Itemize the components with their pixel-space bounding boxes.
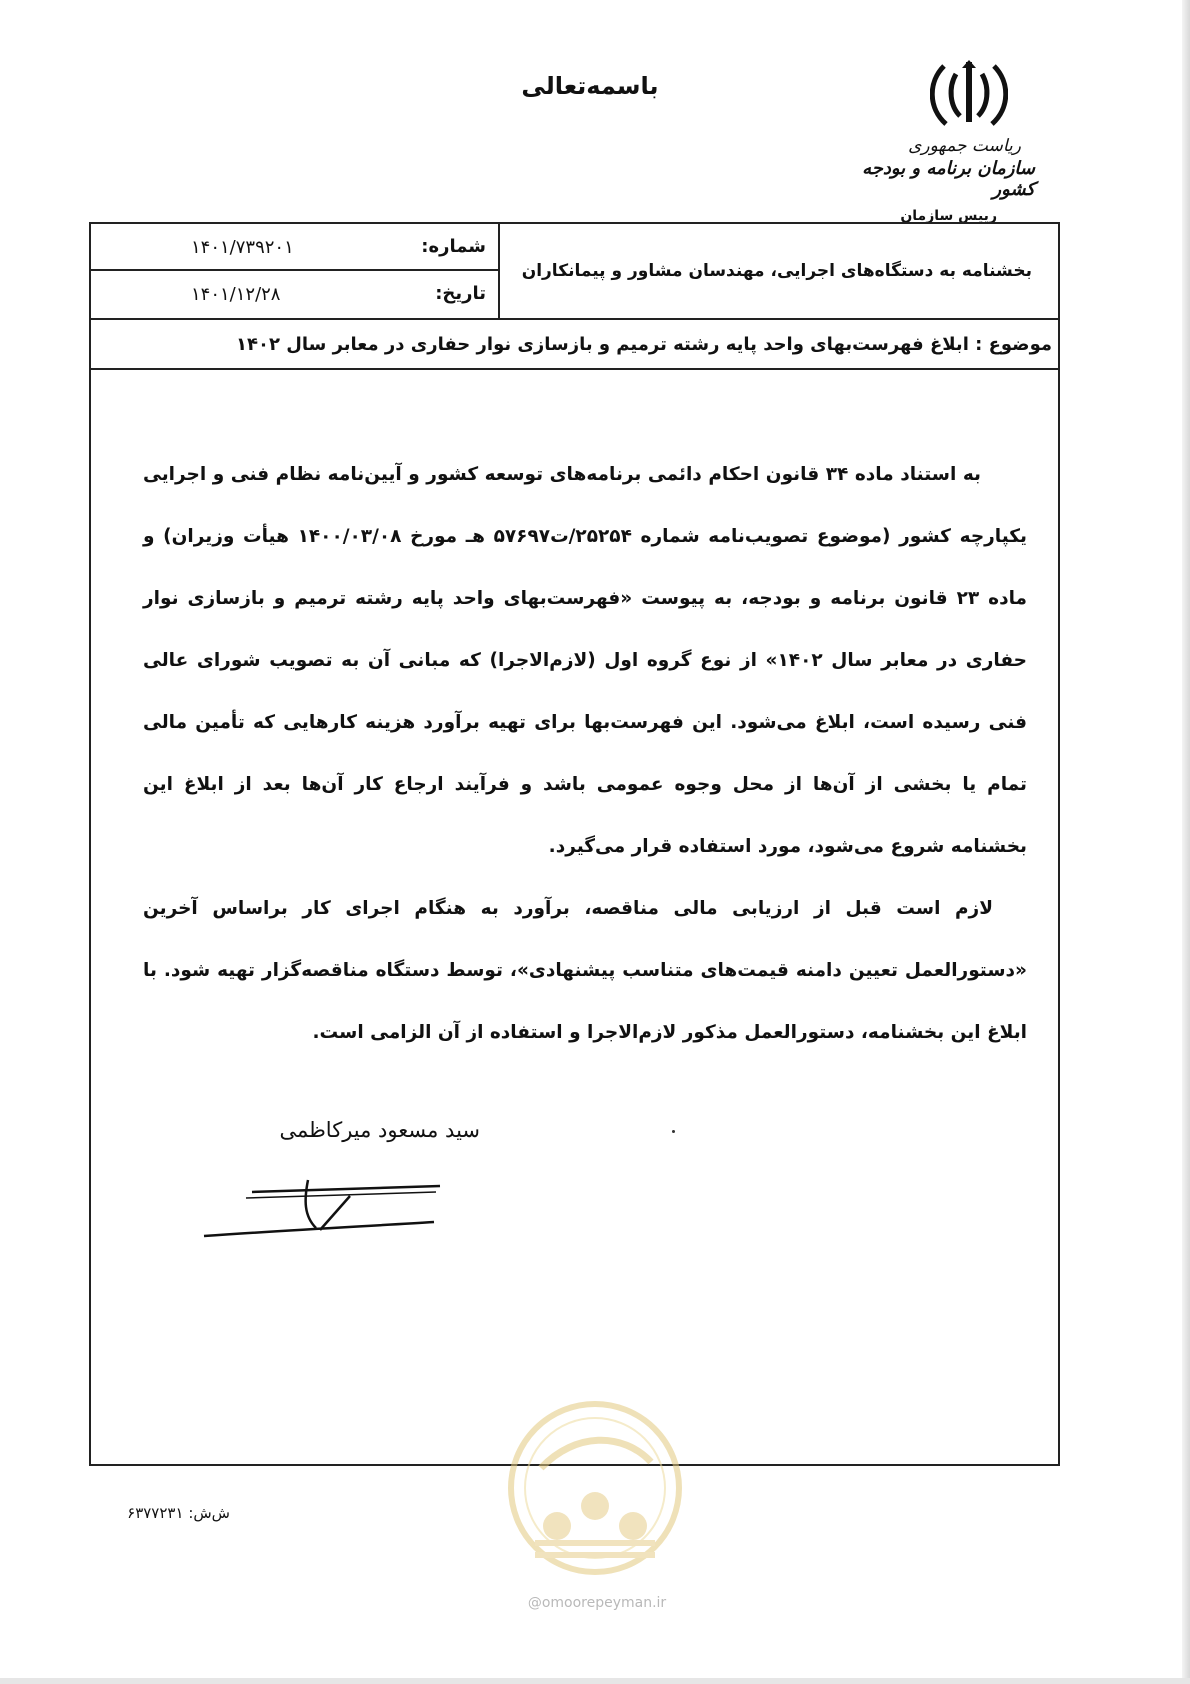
handwritten-signature bbox=[200, 1172, 450, 1252]
reference-box bbox=[91, 224, 500, 318]
date-label: تاریخ: bbox=[435, 283, 486, 304]
recipients-line: بخشنامه به دستگاه‌های اجرایی، مهندسان مشاور و پیمانکاران bbox=[521, 261, 1032, 281]
body-paragraph-1: به استناد ماده ۳۴ قانون احکام دائمی برنامه‌های توسعه کشور و آیین‌نامه نظام فنی و اجرایی یکپارچه کشور (موضوع تصویب‌نامه شماره ۲۵۲۵۴/ت۵۷۶۹۷ هـ مورخ ۱۴۰۰/۰۳/۰۸ هیأت وزیران) و ماده ۲۳ قانون برنامه و بودجه، به پیوست «فهرست‌بهای واحد پایه رشته ترمیم و بازسازی نوار حفاری در معابر سال ۱۴۰۲» از نوع گروه اول (لازم‌الاجرا) که مبانی آن به تصویب شورای عالی فنی رسیده است، ابلاغ می‌شود. این فهرست‌بها برای تهیه برآورد هزینه کارهایی که تأمین مالی تمام یا بخشی از آن‌ها از محل وجوه عمومی باشد و فرآیند ارجاع کار آن‌ها بعد از ابلاغ این بخشنامه شروع می‌شود، مورد استفاده قرار می‌گیرد. bbox=[143, 464, 1028, 857]
organization-name: سازمان برنامه و بودجه کشور bbox=[862, 158, 1035, 200]
basmala-heading: باسمه‌تعالی bbox=[521, 72, 659, 100]
letter-body bbox=[143, 444, 1027, 1064]
body-paragraph-2: لازم است قبل از ارزیابی مالی مناقصه، برآورد به هنگام اجرای کار براساس آخرین «دستورالعمل تعیین دامنه قیمت‌های متناسب پیشنهادی»، توسط دستگاه مناقصه‌گزار تهیه شود. با ابلاغ این بخشنامه، دستورالعمل مذکور لازم‌الاجرا و استفاده از آن الزامی است. bbox=[143, 898, 1027, 1043]
page-edge-bottom bbox=[0, 1678, 1190, 1684]
number-value: ۱۴۰۱/۷۳۹۲۰۱ bbox=[191, 237, 294, 258]
organization-block bbox=[860, 136, 1035, 224]
presidency-label: ریاست جمهوری bbox=[908, 136, 1021, 156]
date-row bbox=[91, 271, 498, 318]
office-title: رییس سازمان bbox=[900, 208, 997, 224]
number-row bbox=[91, 224, 498, 271]
stray-dot bbox=[672, 1130, 675, 1133]
letter-frame bbox=[89, 222, 1060, 1466]
footer-code: ش‌ش: ۶۳۷۷۲۳۱ bbox=[127, 1504, 230, 1522]
date-value: ۱۴۰۱/۱۲/۲۸ bbox=[191, 284, 281, 305]
page-edge bbox=[1182, 0, 1190, 1684]
subject-line: موضوع : ابلاغ فهرست‌بهای واحد پایه رشته ترمیم و بازسازی نوار حفاری در معابر سال ۱۴۰۲ bbox=[91, 318, 1058, 370]
number-label: شماره: bbox=[421, 236, 486, 257]
signer-name: سید مسعود میرکاظمی bbox=[279, 1118, 480, 1142]
national-emblem-icon bbox=[930, 60, 1008, 130]
watermark-logo bbox=[505, 1398, 685, 1583]
watermark-url: @omoorepeyman.ir bbox=[527, 1595, 667, 1611]
